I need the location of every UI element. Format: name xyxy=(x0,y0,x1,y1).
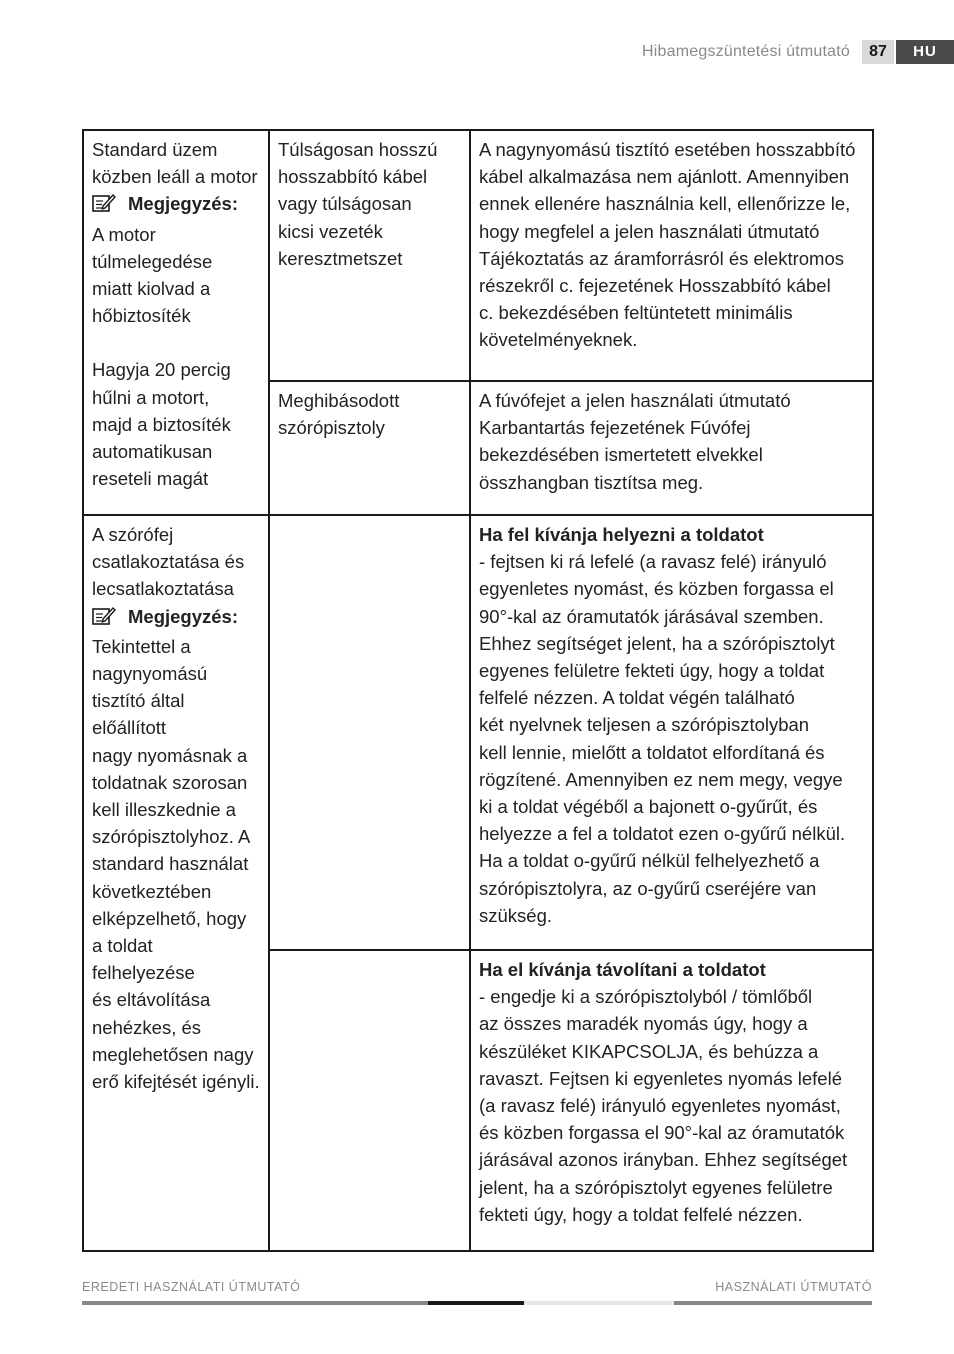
text-line: hőbiztosíték xyxy=(92,305,191,327)
page-number: 87 xyxy=(862,40,894,64)
text-line: Hagyja 20 percig xyxy=(92,359,231,381)
text-line: Karbantartás fejezetének Fúvófej xyxy=(479,417,751,439)
text-line: a toldat felhelyezése xyxy=(92,935,195,984)
text-line: A szórófej xyxy=(92,524,174,545)
text-line: helyezze a fel a toldatot ezen o-gyűrű nélkül. xyxy=(479,823,846,845)
footer-bar-segment xyxy=(524,1301,674,1305)
text-line: lecsatlakoztatása xyxy=(92,578,234,600)
cause-cell xyxy=(269,950,470,1251)
text-line: egyenletes nyomást, és közben forgassa el xyxy=(479,578,834,600)
solution-text xyxy=(479,548,864,929)
footer-bar-segment xyxy=(82,1301,428,1305)
footer-right-text: HASZNÁLATI ÚTMUTATÓ xyxy=(715,1280,872,1294)
text-line: készüléket KIKAPCSOLJA, és behúzza a xyxy=(479,1040,819,1062)
text-line: nagy nyomásnak a xyxy=(92,744,248,766)
text-line: tisztító által előállított xyxy=(92,690,185,739)
language-badge: HU xyxy=(896,40,954,64)
text-line: standard használat xyxy=(92,853,249,875)
solution-cell xyxy=(470,950,873,1251)
text-line: keresztmetszet xyxy=(278,247,403,269)
note-text xyxy=(92,633,260,1095)
cause-cell xyxy=(269,130,470,381)
footer-left-text: EREDETI HASZNÁLATI ÚTMUTATÓ xyxy=(82,1280,301,1294)
text-line: A motor xyxy=(92,223,156,245)
text-line: Túlságosan hosszú xyxy=(278,139,438,160)
solution-text xyxy=(479,387,864,496)
page-header xyxy=(642,40,954,64)
text-line: kicsi vezeték xyxy=(278,220,383,242)
solution-cell xyxy=(470,130,873,381)
text-line: c. bekezdésében feltüntetett minimális xyxy=(479,302,793,324)
text-line: és közben forgassa el 90°-kal az óramutatók xyxy=(479,1122,845,1144)
footer-bar-segment xyxy=(428,1301,524,1305)
text-line: Tájékoztatás az áramforrásról és elektromos xyxy=(479,247,844,269)
text-line: Standard üzem xyxy=(92,139,218,160)
note-pencil-icon xyxy=(92,193,116,220)
text-line: fekteti úgy, hogy a toldat felfelé nézzen. xyxy=(479,1203,803,1225)
text-line: rögzítené. Amennyiben ez nem megy, vegye xyxy=(479,768,843,790)
text-line: követelményeknek. xyxy=(479,329,638,351)
text-line: csatlakoztatása és xyxy=(92,551,245,573)
text-line: szórópisztoly xyxy=(278,417,385,439)
section-title: Hibamegszüntetési útmutató xyxy=(642,43,850,60)
note-remedy-text xyxy=(92,356,260,492)
note-text xyxy=(92,221,260,330)
problem-text xyxy=(92,521,260,603)
text-line: vagy túlságosan xyxy=(278,193,412,215)
problem-cell xyxy=(83,515,269,1251)
text-line: miatt kiolvad a xyxy=(92,278,211,300)
note-line xyxy=(92,603,260,633)
text-line: nehézkes, és xyxy=(92,1016,202,1038)
text-line: - engedje ki a szórópisztolyból / tömlőből xyxy=(479,986,813,1008)
solution-text xyxy=(479,136,864,354)
text-line: járásával azonos irányban. Ehhez segítséget xyxy=(479,1149,848,1171)
text-line: hogy megfelel a jelen használati útmutató xyxy=(479,220,820,242)
cause-cell xyxy=(269,515,470,950)
text-line: 90°-kal az óramutatók járásával szemben. xyxy=(479,605,824,627)
note-label: Megjegyzés: xyxy=(128,605,239,627)
note-pencil-icon xyxy=(92,606,116,633)
page-footer xyxy=(82,1280,872,1300)
text-line: nagynyomású xyxy=(92,663,208,685)
problem-text xyxy=(92,136,260,190)
text-line: két nyelvnek teljesen a szórópisztolyban xyxy=(479,714,810,736)
text-line: automatikusan xyxy=(92,441,213,463)
text-line: közben leáll a motor xyxy=(92,166,258,188)
text-line: bekezdésében ismertetett elvekkel xyxy=(479,444,763,466)
text-line: A nagynyomású tisztító esetében hosszabbító xyxy=(479,139,856,160)
footer-bar-segment xyxy=(674,1301,872,1305)
text-line: kell lennie, mielőtt a toldatot elfordítaná és xyxy=(479,741,825,763)
text-line: reseteli magát xyxy=(92,468,209,490)
cause-text xyxy=(278,136,461,272)
solution-heading: Ha el kívánja távolítani a toldatot xyxy=(479,959,766,980)
cause-cell xyxy=(269,381,470,515)
text-line: A fúvófejet a jelen használati útmutató xyxy=(479,390,791,411)
solution-cell xyxy=(470,381,873,515)
text-line: összhangban tisztítsa meg. xyxy=(479,471,704,493)
text-line: szórópisztolyra, az o-gyűrű cseréjére van xyxy=(479,877,817,899)
text-line: Ehhez segítséget jelent, ha a szórópisztolyt xyxy=(479,632,835,654)
text-line: majd a biztosíték xyxy=(92,413,231,435)
text-line: erő kifejtését igényli. xyxy=(92,1071,260,1093)
text-line: az összes maradék nyomás úgy, hogy a xyxy=(479,1013,808,1035)
text-line: Meghibásodott xyxy=(278,390,400,411)
text-line: kell illeszkednie a xyxy=(92,799,236,821)
text-line: ennek ellenére használnia kell, ellenőrizze le, xyxy=(479,193,851,215)
text-line: szórópisztolyhoz. A xyxy=(92,826,251,848)
solution-cell xyxy=(470,515,873,950)
text-line: elképzelhető, hogy xyxy=(92,907,247,929)
text-line: hűlni a motort, xyxy=(92,386,210,408)
cause-text xyxy=(278,387,461,441)
note-label: Megjegyzés: xyxy=(128,193,239,215)
solution-text xyxy=(479,983,864,1228)
text-line: részekről c. fejezetének Hosszabbító kábel xyxy=(479,275,831,297)
problem-cell xyxy=(83,130,269,515)
text-line: Ha a toldat o-gyűrű nélkül felhelyezhető a xyxy=(479,850,820,872)
text-line: - fejtsen ki rá lefelé (a ravasz felé) irányuló xyxy=(479,551,827,573)
text-line: felfelé nézzen. A toldat végén található xyxy=(479,687,795,709)
table-row xyxy=(83,515,873,950)
solution-heading: Ha fel kívánja helyezni a toldatot xyxy=(479,524,764,545)
text-line: következtében xyxy=(92,880,212,902)
text-line: jelent, ha a szórópisztolyt egyenes felületre xyxy=(479,1176,833,1198)
text-line: ki a toldat végéből a bajonett o-gyűrűt, és xyxy=(479,796,818,818)
text-line: kábel alkalmazása nem ajánlott. Amennyiben xyxy=(479,166,850,188)
text-line: Tekintettel a xyxy=(92,635,191,657)
text-line: egyenes felületre fekteti úgy, hogy a toldat xyxy=(479,660,825,682)
note-line xyxy=(92,190,260,220)
text-line: ravaszt. Fejtsen ki egyenletes nyomás lefelé xyxy=(479,1067,842,1089)
text-line: és eltávolítása xyxy=(92,989,211,1011)
text-line: szükség. xyxy=(479,904,553,926)
table-row xyxy=(83,130,873,381)
text-line: hosszabbító kábel xyxy=(278,166,428,188)
text-line: meglehetősen nagy xyxy=(92,1043,254,1065)
text-line: túlmelegedése xyxy=(92,250,213,272)
footer-bar xyxy=(82,1301,872,1305)
text-line: toldatnak szorosan xyxy=(92,771,248,793)
text-line: (a ravasz felé) irányuló egyenletes nyomást, xyxy=(479,1095,841,1117)
troubleshooting-table xyxy=(82,129,874,1252)
